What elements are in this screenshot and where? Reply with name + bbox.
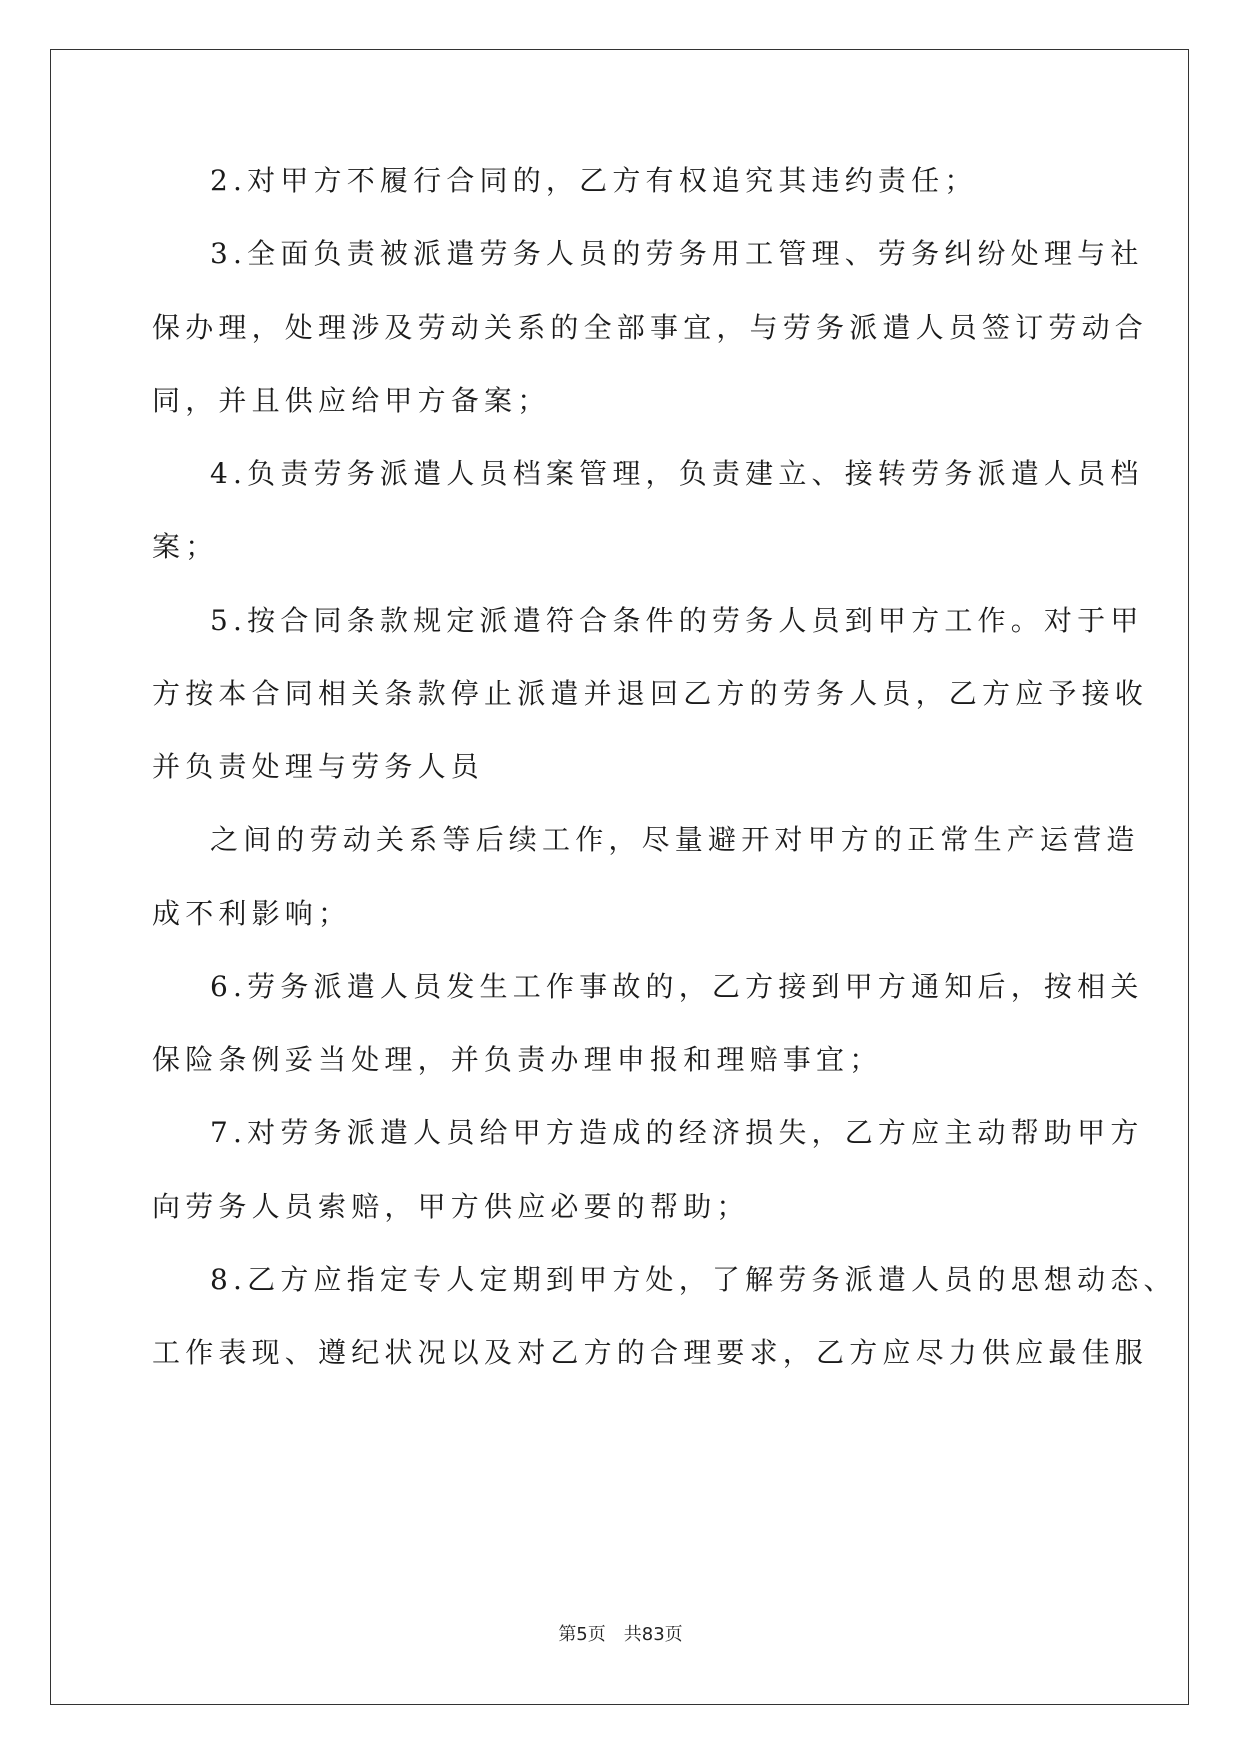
text-line: 2.对甲方不履行合同的，乙方有权追究其违约责任； xyxy=(210,164,978,197)
text-line: 5.按合同条款规定派遣符合条件的劳务人员到甲方工作。对于甲 xyxy=(210,604,1144,637)
text-line: 6.劳务派遣人员发生工作事故的，乙方接到甲方通知后，按相关 xyxy=(210,970,1144,1003)
text-line: 3.全面负责被派遣劳务人员的劳务用工管理、劳务纠纷处理与社 xyxy=(210,237,1144,270)
page-number: 第5页 xyxy=(558,1624,606,1645)
text-line: 7.对劳务派遣人员给甲方造成的经济损失，乙方应主动帮助甲方 xyxy=(210,1116,1144,1149)
text-line: 保险条例妥当处理，并负责办理申报和理赔事宜； xyxy=(152,1043,883,1076)
text-line: 方按本合同相关条款停止派遣并退回乙方的劳务人员，乙方应予接收 xyxy=(152,677,1149,710)
text-line: 并负责处理与劳务人员 xyxy=(152,750,485,783)
text-line: 成不利影响； xyxy=(152,897,352,930)
page-border xyxy=(50,49,1189,1705)
text-line: 4.负责劳务派遣人员档案管理，负责建立、接转劳务派遣人员档 xyxy=(210,457,1144,490)
text-line: 向劳务人员索赔，甲方供应必要的帮助； xyxy=(152,1190,750,1223)
page-total: 共83页 xyxy=(623,1624,683,1645)
text-line: 保办理，处理涉及劳动关系的全部事宜，与劳务派遣人员签订劳动合 xyxy=(152,311,1149,344)
text-line: 8.乙方应指定专人定期到甲方处，了解劳务派遣人员的思想动态、 xyxy=(210,1263,1177,1296)
page-footer xyxy=(0,1620,1241,1646)
text-line: 之间的劳动关系等后续工作，尽量避开对甲方的正常生产运营造 xyxy=(210,823,1140,856)
text-line: 案； xyxy=(152,530,219,563)
text-line: 工作表现、遵纪状况以及对乙方的合理要求，乙方应尽力供应最佳服 xyxy=(152,1336,1149,1369)
text-line: 同，并且供应给甲方备案； xyxy=(152,384,551,417)
